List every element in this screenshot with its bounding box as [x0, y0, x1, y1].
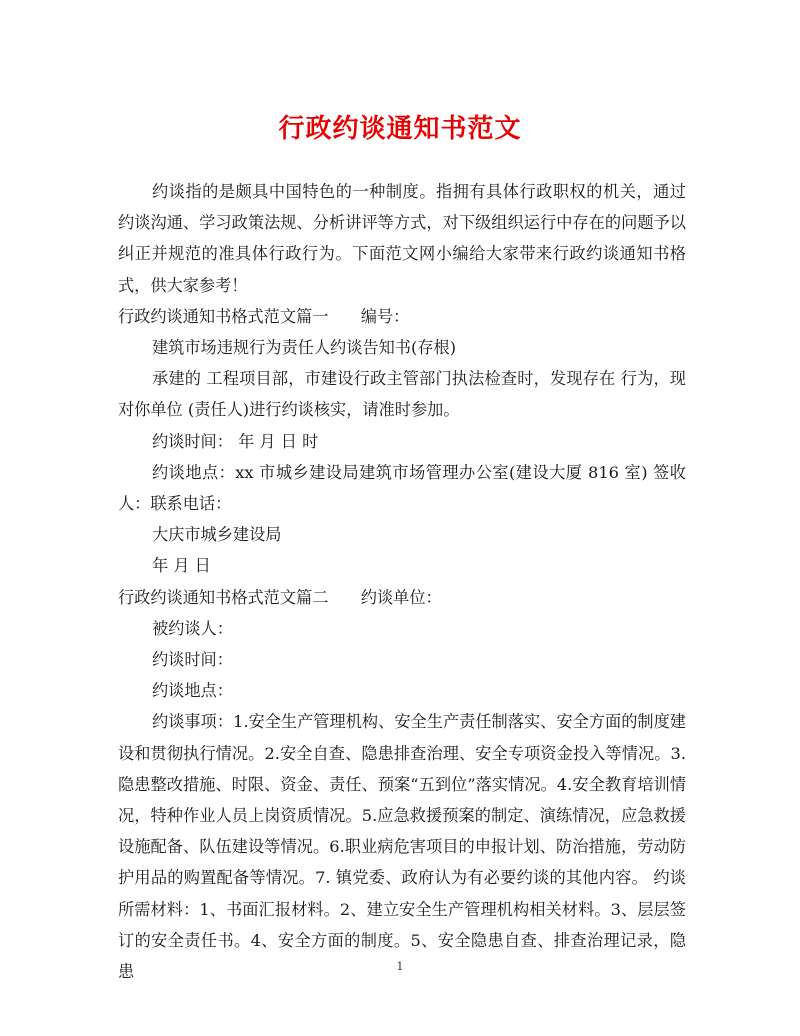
section-1-line: 约谈时间： 年 月 日 时	[152, 431, 319, 451]
section-1-heading: 行政约谈通知书格式范文篇一 编号：	[118, 306, 410, 326]
section-2-line: 约谈事项：1.安全生产管理机构、安全生产责任制落实、安全方面的制度建设和贯彻执行情况。2.安全自查、隐患排查治理、安全专项资金投入等情况。3.隐患整改措施、时限、资金、责任、预案“五到位”落实情况。4.安全教育培训情况，特种作业人员上岗资质情况。5.应急救援预案的制定、演练情况，应急救援设施配备、队伍建设等情况。6.职业病危害项目的申报计划、防治措施，劳动防护用品的购置配备等情况。7. 镇党委、政府认为有必要约谈的其他内容。 约谈所需材料：1、书面汇报材料。2、建立安全生产管理机构相关材料。3、层层签订的安全责任书。4、安全方面的制度。5、安全隐患自查、排查治理记录，隐患	[118, 712, 686, 982]
section-1-line: 大庆市城乡建设局	[152, 525, 282, 545]
section-2-line: 约谈时间：	[152, 650, 233, 670]
section-1-line: 承建的 工程项目部，市建设行政主管部门执法检查时，发现存在 行为，现对你单位 (责任人)进行约谈核实，请准时参加。	[118, 369, 686, 420]
section-1-line: 建筑市场违规行为责任人约谈告知书(存根)	[152, 338, 457, 358]
section-1-line: 约谈地点：xx 市城乡建设局建筑市场管理办公室(建设大厦 816 室) 签收人：联系电话：	[118, 462, 686, 514]
page-number: 1	[396, 960, 404, 973]
section-2-line: 约谈地点：	[152, 681, 233, 701]
section-2-line: 被约谈人：	[152, 618, 233, 638]
section-2-heading: 行政约谈通知书格式范文篇二 约谈单位：	[118, 587, 442, 607]
section-1-line: 年 月 日	[152, 556, 211, 576]
intro-paragraph: 约谈指的是颇具中国特色的一种制度。指拥有具体行政职权的机关，通过约谈沟通、学习政策法规、分析讲评等方式，对下级组织运行中存在的问题予以纠正并规范的准具体行政行为。下面范文网小编给大家带来行政约谈通知书格式，供大家参考！	[118, 182, 686, 295]
document-title: 行政约谈通知书范文	[278, 114, 522, 144]
document-body	[118, 176, 686, 987]
